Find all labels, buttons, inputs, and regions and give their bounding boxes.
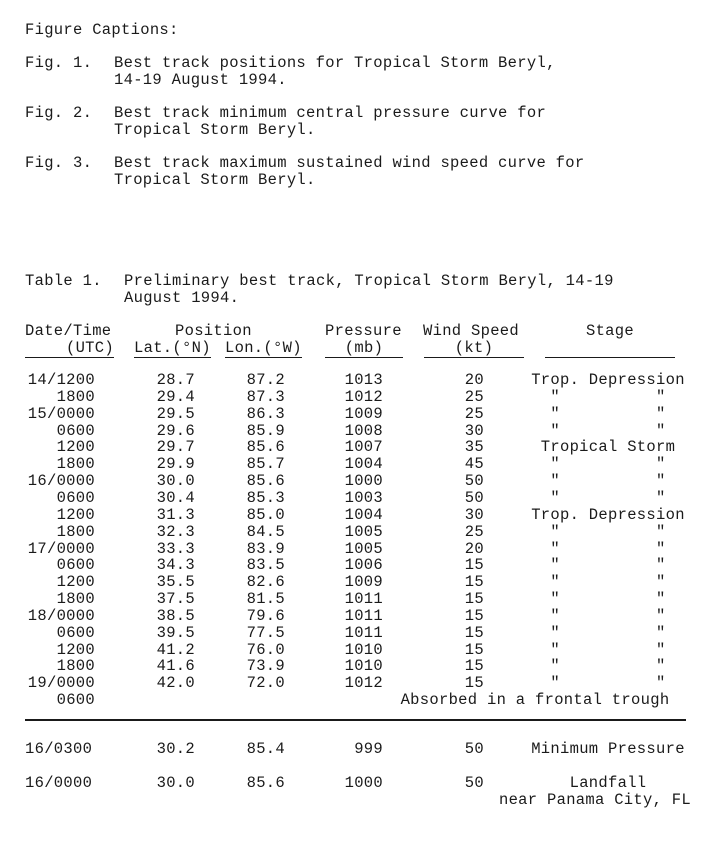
cell-lat: 38.5 xyxy=(156,606,195,625)
header-wind: Wind Speed xyxy=(423,322,520,340)
cell-lon: 86.3 xyxy=(246,404,285,423)
cell-lat: 28.7 xyxy=(156,371,195,389)
cell-datetime: 0600 xyxy=(56,421,95,440)
caption-label-fig2: Fig. 2. xyxy=(25,104,93,122)
cell-stage: " " xyxy=(550,455,666,474)
cell-lat: 29.6 xyxy=(156,421,195,440)
cell-lon: 87.2 xyxy=(246,371,285,389)
cell-pressure: 1010 xyxy=(344,657,383,676)
cell-wind: 15 xyxy=(464,590,484,609)
cell-pressure: 1008 xyxy=(344,421,383,440)
cell-lon: 85.4 xyxy=(246,740,285,758)
cell-stage: " " xyxy=(550,488,666,507)
cell-lon: 85.3 xyxy=(246,488,285,507)
cell-lat: 37.5 xyxy=(156,590,195,609)
table-title-line2: August 1994. xyxy=(124,289,240,307)
header-datetime: Date/Time xyxy=(25,322,112,340)
cell-pressure: 1013 xyxy=(344,371,383,389)
cell-pressure: 1005 xyxy=(344,539,383,558)
cell-lat: 39.5 xyxy=(156,623,195,642)
cell-wind: 30 xyxy=(464,421,484,440)
cell-datetime: 1200 xyxy=(56,573,95,592)
cell-wind: 50 xyxy=(464,740,484,758)
cell-wind: 15 xyxy=(464,640,484,659)
cell-datetime: 1800 xyxy=(56,590,95,609)
cell-lon: 73.9 xyxy=(246,657,285,676)
cell-lat: 29.4 xyxy=(156,387,195,406)
cell-wind: 50 xyxy=(464,488,484,507)
header-lon: Lon.(°W) xyxy=(225,339,302,357)
cell-datetime: 14/1200 xyxy=(27,371,95,389)
cell-stage: " " xyxy=(550,522,666,541)
cell-pressure: 1009 xyxy=(344,404,383,423)
cell-pressure: 1003 xyxy=(344,488,383,507)
cell-datetime: 1800 xyxy=(56,522,95,541)
cell-stage: Landfall xyxy=(569,774,647,792)
cell-lat: 30.0 xyxy=(156,774,195,792)
header-wind-unit: (kt) xyxy=(424,340,524,358)
cell-pressure: 1009 xyxy=(344,573,383,592)
cell-wind: 15 xyxy=(464,623,484,642)
cell-lon: 85.0 xyxy=(246,505,285,524)
cell-wind: 25 xyxy=(464,522,484,541)
cell-lon: 79.6 xyxy=(246,606,285,625)
caption-label-fig1: Fig. 1. xyxy=(25,54,93,72)
cell-lon: 87.3 xyxy=(246,387,285,406)
cell-pressure: 1010 xyxy=(344,640,383,659)
cell-lon: 85.7 xyxy=(246,455,285,474)
cell-lat: 29.5 xyxy=(156,404,195,423)
cell-datetime: 0600 xyxy=(56,691,95,710)
cell-stage-detail: near Panama City, FL xyxy=(498,791,692,809)
cell-wind: 15 xyxy=(464,657,484,676)
cell-stage: " " xyxy=(550,421,666,440)
cell-pressure: 1005 xyxy=(344,522,383,541)
cell-lon: 83.5 xyxy=(246,556,285,575)
cell-lon: 84.5 xyxy=(246,522,285,541)
cell-lat: 33.3 xyxy=(156,539,195,558)
header-position: Position xyxy=(175,322,252,340)
cell-lat: 41.2 xyxy=(156,640,195,659)
cell-datetime: 1800 xyxy=(56,455,95,474)
cell-wind: 20 xyxy=(464,371,484,389)
cell-lat: 29.7 xyxy=(156,438,195,457)
cell-stage: " " xyxy=(550,472,666,491)
cell-wind: 35 xyxy=(464,438,484,457)
cell-datetime: 1800 xyxy=(56,387,95,406)
header-pressure-unit: (mb) xyxy=(325,340,403,358)
cell-lon: 85.9 xyxy=(246,421,285,440)
cell-stage: " " xyxy=(550,404,666,423)
cell-wind: 50 xyxy=(464,472,484,491)
cell-stage: " " xyxy=(550,674,666,693)
cell-lat: 41.6 xyxy=(156,657,195,676)
cell-wind: 50 xyxy=(464,774,484,792)
cell-stage: Trop. Depression xyxy=(531,371,685,389)
cell-lat: 31.3 xyxy=(156,505,195,524)
header-datetime-unit: (UTC) xyxy=(25,340,114,358)
cell-datetime: 16/0000 xyxy=(27,472,95,491)
header-pressure: Pressure xyxy=(325,322,402,340)
caption-text-fig2-line2: Tropical Storm Beryl. xyxy=(114,121,316,139)
cell-pressure: 1011 xyxy=(344,623,383,642)
cell-wind: 45 xyxy=(464,455,484,474)
cell-wind: 20 xyxy=(464,539,484,558)
table-title-line1: Preliminary best track, Tropical Storm Beryl, 14-19 xyxy=(124,272,614,290)
cell-stage: " " xyxy=(550,623,666,642)
header-lat: Lat.(°N) xyxy=(134,339,211,357)
cell-wind: 15 xyxy=(464,674,484,693)
cell-datetime: 0600 xyxy=(56,556,95,575)
cell-pressure: 1000 xyxy=(344,774,383,792)
cell-lat: 34.3 xyxy=(156,556,195,575)
caption-label-fig3: Fig. 3. xyxy=(25,154,93,172)
table-divider xyxy=(25,719,686,721)
cell-lon: 85.6 xyxy=(246,438,285,457)
cell-stage: " " xyxy=(550,590,666,609)
caption-text-fig1-line1: Best track positions for Tropical Storm Beryl, xyxy=(114,54,556,72)
cell-stage: Minimum Pressure xyxy=(531,740,685,758)
caption-text-fig3-line1: Best track maximum sustained wind speed curve for xyxy=(114,154,585,172)
cell-wind: 15 xyxy=(464,606,484,625)
cell-datetime: 1200 xyxy=(56,438,95,457)
cell-datetime: 1800 xyxy=(56,657,95,676)
cell-lon: 85.6 xyxy=(246,774,285,792)
cell-pressure: 1011 xyxy=(344,606,383,625)
cell-pressure: 1011 xyxy=(344,590,383,609)
cell-stage: " " xyxy=(550,606,666,625)
cell-wind: 15 xyxy=(464,573,484,592)
cell-pressure: 1012 xyxy=(344,674,383,693)
caption-text-fig2-line1: Best track minimum central pressure curve for xyxy=(114,104,547,122)
cell-datetime: 16/0000 xyxy=(25,774,93,792)
cell-pressure: 999 xyxy=(354,740,383,758)
cell-pressure: 1000 xyxy=(344,472,383,491)
cell-lat: 30.2 xyxy=(156,740,195,758)
caption-text-fig1-line2: 14-19 August 1994. xyxy=(114,71,287,89)
cell-lon: 81.5 xyxy=(246,590,285,609)
cell-lon: 72.0 xyxy=(246,674,285,693)
table-label: Table 1. xyxy=(25,272,102,290)
cell-stage: " " xyxy=(550,657,666,676)
cell-datetime: 19/0000 xyxy=(27,674,95,693)
cell-lat: 30.4 xyxy=(156,488,195,507)
cell-datetime: 17/0000 xyxy=(27,539,95,558)
cell-lat: 42.0 xyxy=(156,674,195,693)
cell-lon: 82.6 xyxy=(246,573,285,592)
cell-datetime: 0600 xyxy=(56,623,95,642)
header-stage-underline xyxy=(545,340,675,358)
cell-datetime: 1200 xyxy=(56,640,95,659)
cell-stage: " " xyxy=(550,573,666,592)
header-stage: Stage xyxy=(585,322,634,340)
cell-stage: Trop. Depression xyxy=(531,505,685,524)
cell-lat: 32.3 xyxy=(156,522,195,541)
cell-datetime: 15/0000 xyxy=(27,404,95,423)
cell-stage: " " xyxy=(550,640,666,659)
cell-lon: 76.0 xyxy=(246,640,285,659)
caption-text-fig3-line2: Tropical Storm Beryl. xyxy=(114,171,316,189)
cell-datetime: 1200 xyxy=(56,505,95,524)
captions-heading: Figure Captions: xyxy=(25,21,179,39)
cell-datetime: 18/0000 xyxy=(27,606,95,625)
cell-wind: 25 xyxy=(464,404,484,423)
cell-datetime: 0600 xyxy=(56,488,95,507)
cell-lon: 83.9 xyxy=(246,539,285,558)
cell-pressure: 1007 xyxy=(344,438,383,457)
cell-stage: " " xyxy=(550,387,666,406)
cell-lon: 85.6 xyxy=(246,472,285,491)
cell-stage: " " xyxy=(550,539,666,558)
cell-lat: 30.0 xyxy=(156,472,195,491)
cell-stage: " " xyxy=(550,556,666,575)
cell-datetime: 16/0300 xyxy=(25,740,93,758)
cell-stage: Tropical Storm xyxy=(540,438,676,457)
cell-stage: Absorbed in a frontal trough xyxy=(400,691,670,710)
cell-wind: 15 xyxy=(464,556,484,575)
cell-pressure: 1006 xyxy=(344,556,383,575)
cell-lat: 35.5 xyxy=(156,573,195,592)
cell-pressure: 1004 xyxy=(344,505,383,524)
cell-lat: 29.9 xyxy=(156,455,195,474)
cell-pressure: 1004 xyxy=(344,455,383,474)
cell-lon: 77.5 xyxy=(246,623,285,642)
cell-pressure: 1012 xyxy=(344,387,383,406)
cell-wind: 30 xyxy=(464,505,484,524)
cell-wind: 25 xyxy=(464,387,484,406)
